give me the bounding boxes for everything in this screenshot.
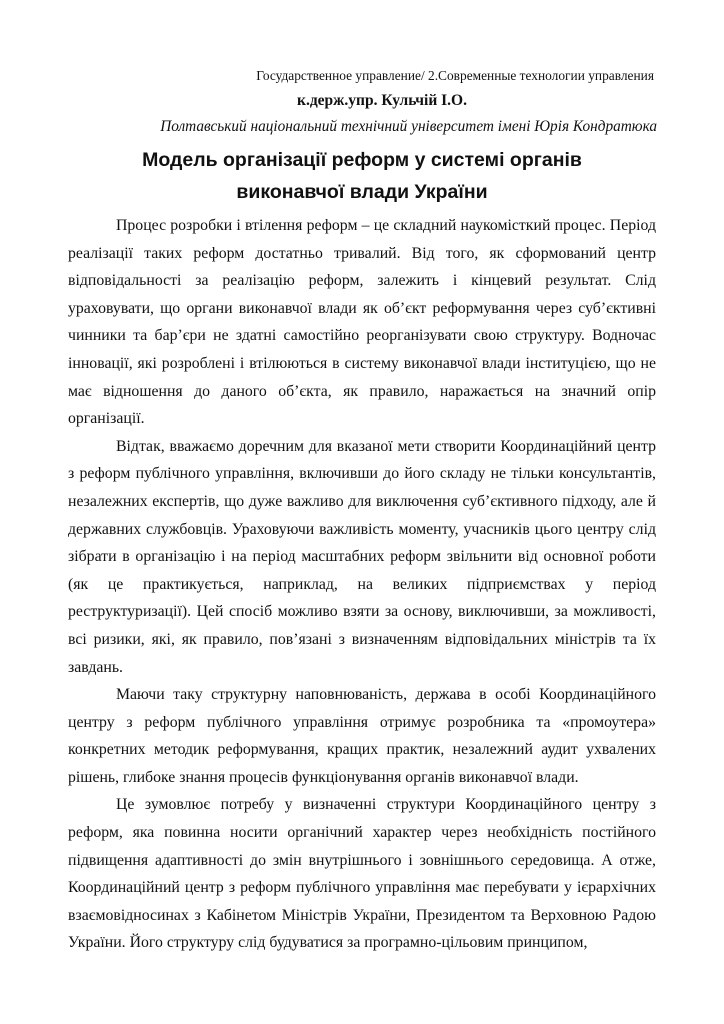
author-name: к.держ.упр. Кульчій І.О.	[297, 92, 467, 109]
title-line-1: Модель організації реформ у системі органів	[142, 149, 582, 171]
paragraph: Процес розробки і втілення реформ – це складний наукомісткий процес. Період реалізації таких реформ достатньо тривалий. Від того, як сформований центр відповідальності за реалізацію реформ, залежить і кінцевий результат. Слід ураховувати, що органи виконавчої влади як об’єкт реформування через суб’єктивні чинники та бар’єри не здатні самостійно реорганізувати свою структуру. Водночас інновації, які розроблені і втілюються в систему виконавчої влади інституцією, що не має відношення до даного об’єкта, як правило, наражається на значний опір організації.	[68, 217, 656, 428]
document-page	[68, 64, 656, 957]
section-label: Государственное управление/ 2.Современные технологии управления	[256, 68, 654, 83]
article-body	[68, 212, 656, 957]
paragraph: Це зумовлює потребу у визначенні структури Координаційного центру з реформ, яка повинна носити органічний характер через необхідність постійного підвищення адаптивності до змін внутрішнього і зовнішнього середовища. А отже, Координаційний центр з реформ публічного управління має перебувати у ієрархічних взаємовідносинах з Кабінетом Міністрів України, Президентом та Верховною Радою України. Його структуру слід будуватися за програмно-цільовим принципом,	[68, 796, 656, 952]
author-affiliation: Полтавський національний технічний університет імені Юрія Кондратюка	[160, 118, 657, 135]
title-line-2: виконавчої влади України	[236, 181, 488, 203]
paragraph: Відтак, вважаємо доречним для вказаної мети створити Координаційний центр з реформ публічного управління, включивши до його складу не тільки консультантів, незалежних експертів, що дуже важливо для виключення суб’єктивного підходу, але й державних службовців. Ураховуючи важливість моменту, учасників цього центру слід зібрати в організацію і на період масштабних реформ звільнити від основної роботи (як це практикується, наприклад, на великих підприємствах у період реструктуризації). Цей спосіб можливо взяти за основу, виключивши, за можливості, всі ризики, які, як правило, пов’язані з визначенням відповідальних міністрів та їх завдань.	[68, 437, 656, 676]
paragraph: Маючи таку структурну наповнюваність, держава в особі Координаційного центру з реформ публічного управління отримує розробника та «промоутера» конкретних методик реформування, кращих практик, незалежний аудит ухвалених рішень, глибоке знання процесів функціонування органів виконавчої влади.	[68, 686, 656, 786]
article-title	[68, 144, 656, 208]
